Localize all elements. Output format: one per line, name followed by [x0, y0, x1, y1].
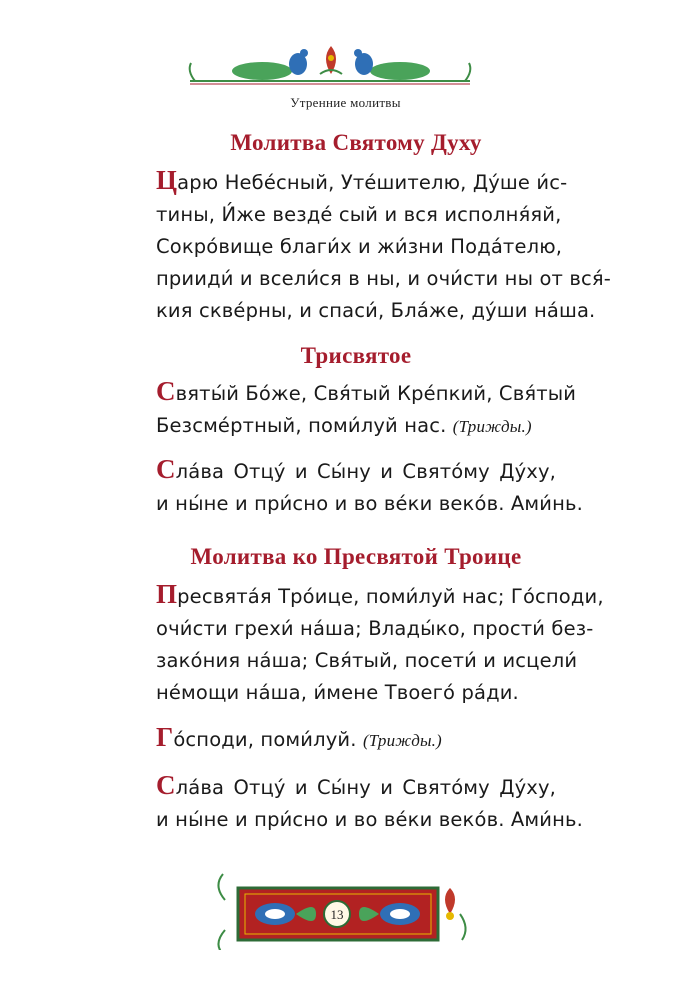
section-title-trisagion: Трисвятое [300, 343, 412, 368]
running-head: Утренние молитвы [290, 95, 401, 110]
text-line: ла́ва Отцу́ и Сы́ну и Свято́му Ду́ху, [175, 460, 556, 483]
prayer-trisagion [156, 375, 577, 443]
page-content [156, 128, 611, 836]
text-line: не́мощи на́ша, и́мене Твоего́ ра́ди. [156, 681, 519, 704]
prayer-glory-2 [156, 769, 583, 836]
page-number: 13 [330, 907, 344, 922]
text-line: ла́ва Отцу́ и Сы́ну и Свято́му Ду́ху, [175, 776, 556, 799]
prayer-holy-spirit [156, 164, 611, 327]
text-line: тины, И́же везде́ сый и вся исполня́яй, [156, 203, 562, 226]
text-line: ресвята́я Тро́ице, поми́луй нас; Го́споди, [177, 585, 604, 608]
drop-cap: С [156, 376, 176, 406]
drop-cap: Г [156, 722, 174, 752]
text-line: и ны́не и при́сно и во ве́ки веко́в. Ами́нь. [156, 492, 583, 515]
text-line: о́споди, поми́луй. [173, 728, 357, 751]
section-title-holy-spirit: Молитва Святому Духу [230, 130, 482, 155]
text-line: вяты́й Бо́же, Свя́тый Кре́пкий, Свя́тый [175, 382, 577, 405]
section-title-trinity: Молитва ко Пресвятой Троице [190, 544, 522, 569]
text-line: кия скве́рны, и спаси́, Бла́же, ду́ши на́ша. [156, 299, 596, 322]
text-line: очи́сти грехи́ на́ша; Влады́ко, прости́ без- [156, 617, 594, 640]
drop-cap: С [156, 454, 176, 484]
peacock-ornament-icon [190, 46, 471, 84]
text-line: и ны́не и при́сно и во ве́ки веко́в. Ами́нь. [156, 808, 583, 831]
prayer-lord-have-mercy [156, 721, 556, 757]
rubric-note: (Трижды.) [362, 731, 442, 750]
text-line: арю Небе́сный, Уте́шителю, Ду́ше и́с- [177, 171, 568, 194]
prayer-glory [156, 453, 583, 520]
text-line: Сокро́вище благи́х и жи́зни Пода́телю, [156, 235, 563, 258]
rubric-note: (Трижды.) [452, 417, 532, 436]
drop-cap: С [156, 770, 176, 800]
text-line: прииди́ и всели́ся в ны, и очи́сти ны от вся́- [156, 267, 611, 290]
drop-cap: П [156, 579, 178, 609]
prayer-trinity [156, 578, 604, 709]
text-line: зако́ния на́ша; Свя́тый, посети́ и исцели́ [156, 649, 578, 672]
drop-cap: Ц [156, 165, 178, 195]
footer-ornament [0, 870, 691, 950]
text-line: Безсме́ртный, поми́луй нас. [156, 414, 447, 437]
